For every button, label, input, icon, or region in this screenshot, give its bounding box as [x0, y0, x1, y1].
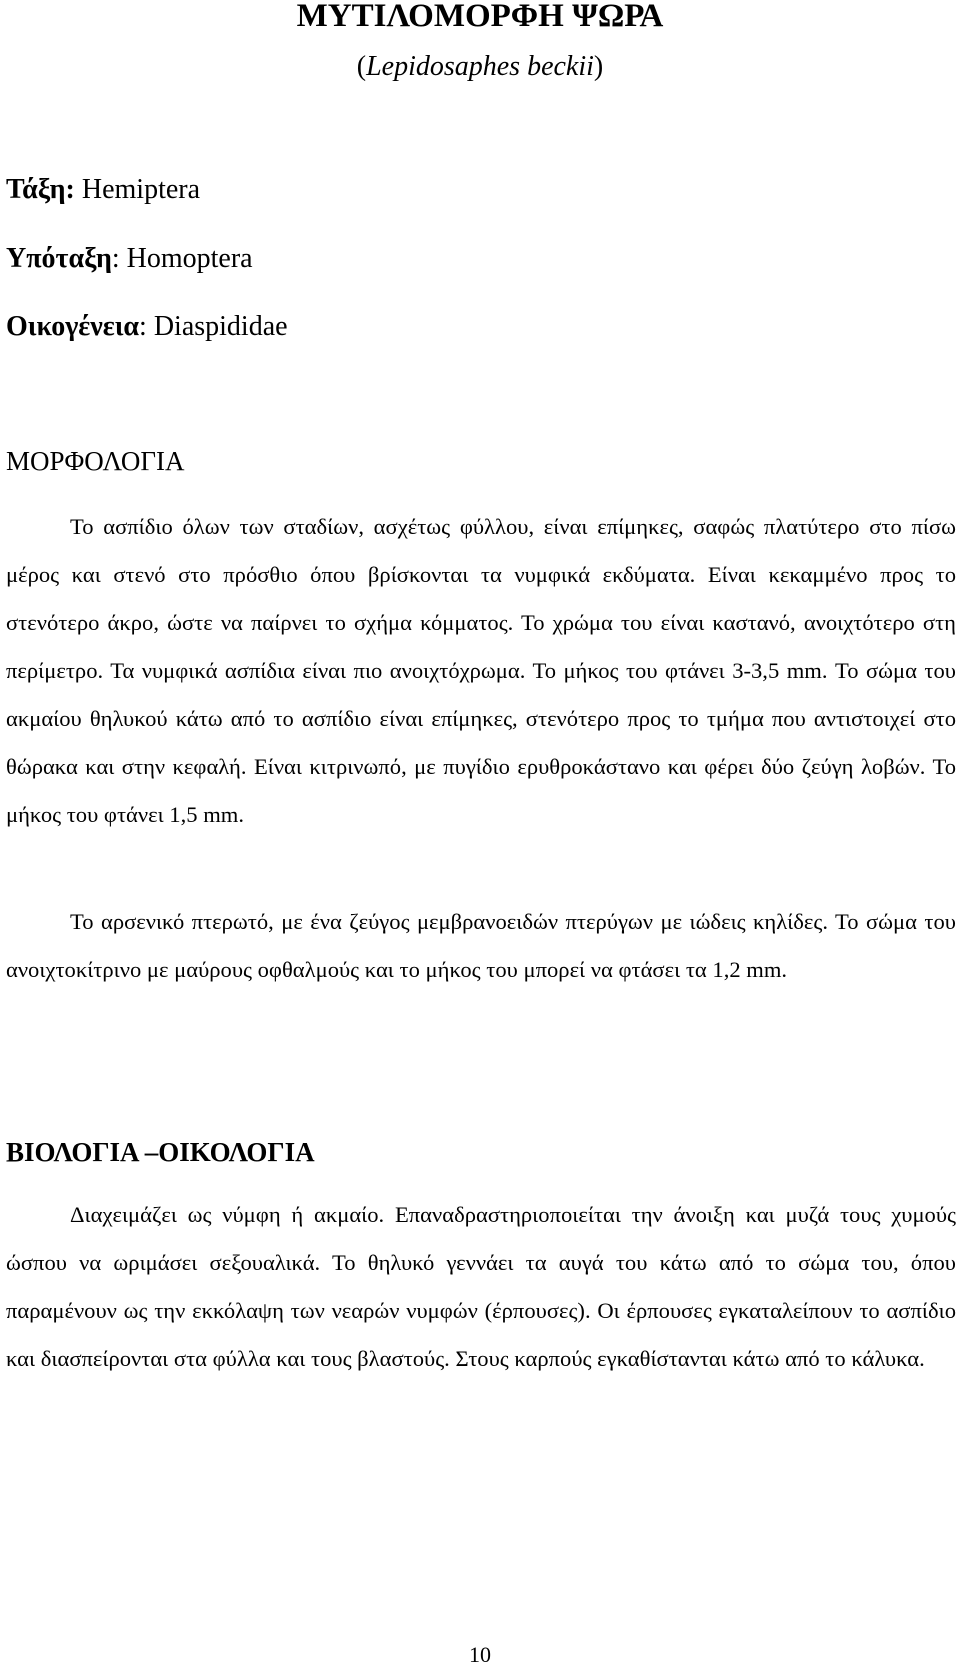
- morphology-paragraph-male: Το αρσενικό πτερωτό, με ένα ζεύγος μεμβρανοειδών πτερύγων με ιώδεις κηλίδες. Το σώμα του ανοιχτοκίτρινο με μαύρους οφθαλμούς και το μήκος του μπορεί να φτάσει τα 1,2 mm.: [6, 909, 956, 982]
- species-subtitle: [0, 47, 960, 87]
- biology-heading: ΒΙΟΛΟΓΙΑ –ΟΙΚΟΛΟΓΙΑ: [6, 1137, 315, 1167]
- morphology-heading: ΜΟΡΦΟΛΟΓΙΑ: [6, 446, 185, 476]
- subtitle-close-paren: ): [593, 51, 604, 82]
- species-name: Lepidosaphes beckii: [366, 51, 594, 82]
- taxonomy-family-value: : Diaspididae: [139, 311, 288, 342]
- document-title: ΜΥΤΙΛΟΜΟΡΦΗ ΨΩΡΑ: [296, 0, 664, 34]
- taxonomy-order-label: Τάξη:: [6, 174, 75, 205]
- taxonomy-suborder-label: Υπόταξη: [6, 243, 112, 274]
- subtitle-open-paren: (: [356, 51, 367, 82]
- taxonomy-order-value: Hemiptera: [74, 174, 201, 205]
- taxonomy-family: [6, 309, 288, 345]
- taxonomy-family-label: Οικογένεια: [6, 311, 140, 342]
- morphology-paragraph: Το ασπίδιο όλων των σταδίων, ασχέτως φύλλου, είναι επίμηκες, σαφώς πλατύτερο στο πίσω μέρος και στενό στο πρόσθιο όπου βρίσκονται τα νυμφικά εκδύματα. Είναι κεκαμμένο προς το στενότερο άκρο, ώστε να παίρνει το σχήμα κόμματος. Το χρώμα του είναι καστανό, ανοιχτότερο στη περίμετρο. Τα νυμφικά ασπίδια είναι πιο ανοιχτόχρωμα. Το μήκος του φτάνει 3-3,5 mm. Το σώμα του ακμαίου θηλυκού κάτω από το ασπίδιο είναι επίμηκες, στενότερο προς το τμήμα που αντιστοιχεί στο θώρακα και στην κεφαλή. Είναι κιτρινωπό, με πυγίδιο ερυθροκάστανο και φέρει δύο ζεύγη λοβών. Το μήκος του φτάνει 1,5 mm.: [6, 514, 956, 827]
- page-number: 10: [469, 1642, 491, 1667]
- taxonomy-suborder: [6, 241, 253, 277]
- taxonomy-order: [6, 172, 200, 208]
- biology-paragraph: Διαχειμάζει ως νύμφη ή ακμαίο. Επαναδραστηριοποιείται την άνοιξη και μυζά τους χυμούς ώσπου να ωριμάσει σεξουαλικά. Το θηλυκό γεννάει τα αυγά του κάτω από το σώμα του, όπου παραμένουν ως την εκκόλαψη των νεαρών νυμφών (έρπουσες). Οι έρπουσες εγκαταλείπουν το ασπίδιο και διασπείρονται στα φύλλα και τους βλαστούς. Στους καρπούς εγκαθίστανται κάτω από το κάλυκα.: [6, 1202, 956, 1371]
- taxonomy-suborder-value: : Homoptera: [111, 243, 253, 274]
